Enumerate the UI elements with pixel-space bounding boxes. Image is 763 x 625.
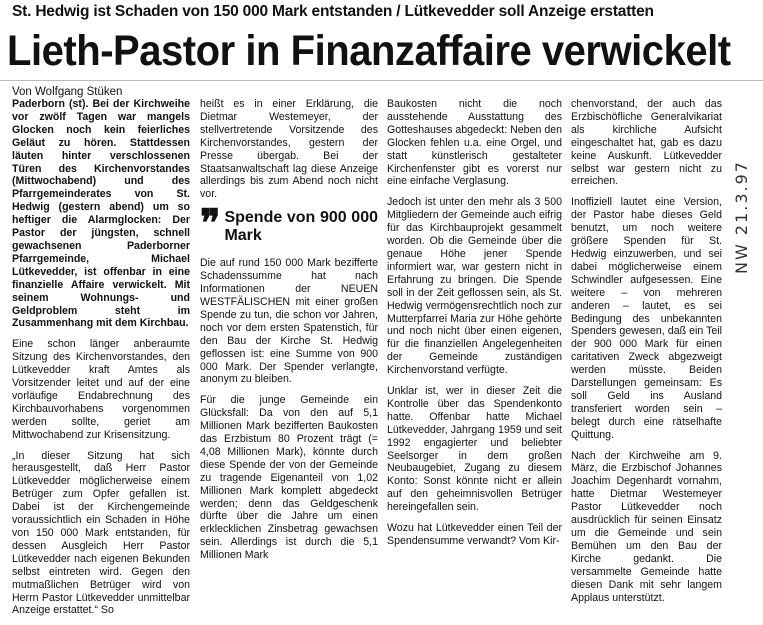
paragraph: Eine schon länger anberaumte Sitzung des Kirchenvorstandes, den Lütkevedder kraft Amtes als Vorsitzender leitet und auf der eine vorläufige Endabrechnung des Kirchbauvorhabens vorgenommen werden sollte, geriet am Mittwochabend zur Krisensitzung.: [12, 338, 190, 441]
paragraph: Für die junge Gemeinde ein Glücksfall: Da von den auf 5,1 Millionen Mark bezifferten Baukosten das Erzbistum 80 Prozent trägt (= 4,08 Millionen Mark), könnte durch diese Spende der von der Gemeinde zu tragende Eigenanteil von 1,02 Millionen Mark komplett abgedeckt werden; denn das Geldgeschenk dürfte über die Jahre um einen erklecklichen Zinsbetrag gewachsen sein. Allerdings ist durch die 5,1 Millionen Mark: [200, 394, 378, 562]
divider: [0, 80, 763, 81]
paragraph: Nach der Kirchweihe am 9. März, die Erzbischof Johannes Joachim Degenhardt vornahm, hatte Dietmar Westemeyer Pastor Lütkevedder noch ausdrücklich für seinen Einsatz um die Gemeinde und sein Bemühen um den Bau der Kirche gedankt. Die versammelte Gemeinde hatte diesen Dank mit sehr langem Applaus unterstützt.: [571, 449, 722, 604]
column-2: [200, 98, 378, 570]
lead-text: Bei der Kirchweihe vor zwölf Tagen war mangels Glocken noch kein feierliches Geläut zu hören. Stattdessen läuten hinter verschlossenen Türen des Kirchenvorstandes (Mittwochabend) und des Pfarrgemeinderates von St. Hedwig (gestern abend) um so heftiger die Alarmglocken: Der Pastor der jüngsten, schnell gewachsenen Paderborner Pfarrgemeinde, Michael Lütkevedder, ist offenbar in eine finanzielle Affaire verwickelt. Mit seinem Wohnungs- und Geldproblem steht im Zusammenhang mit dem Kirchbau.: [12, 98, 191, 330]
subheading: [200, 200, 378, 246]
paragraph: heißt es in einer Erklärung, die Dietmar Westemeyer, der stellvertretende Vorsitzende des Kirchenvorstandes, gestern der Presse übergab. Bei der Staatsanwaltschaft lag diese Anzeige allerdings bis zum Abend noch nicht vor.: [200, 98, 378, 201]
paragraph: Baukosten nicht die noch ausstehende Ausstattung des Gotteshauses abgedeckt: Neben den Glocken fehlen u.a. eine Orgel, und statt künstlerisch gestalteter Kirchenfenster gibt es vorerst nur eine einfache Verglasung.: [387, 98, 562, 188]
dateline: Paderborn (st).: [12, 98, 89, 110]
subheading-text: Spende von 900 000 Mark: [224, 209, 378, 245]
column-4: [571, 98, 722, 612]
handwritten-source-note: NW 21.3.97: [732, 160, 751, 274]
paragraph: Inoffiziell lautet eine Version, der Pastor habe dieses Geld benutzt, um noch weitere größere Spenden für St. Hedwig einzuwerben, und sei dabei möglicherweise einem Schwindler aufgesessen. Eine weitere – von mehreren anderen – lautet, es sei Bedingung des unbekannten Spenders gewesen, daß ein Teil der 900 000 Mark für einen caritativen Zweck abgezweigt werden müsste. Beiden Darstellungen gemeinsam: Es soll Geld ins Ausland transferiert worden sein – belegt durch eine rätselhafte Quittung.: [571, 196, 722, 441]
kicker-line: St. Hedwig ist Schaden von 150 000 Mark entstanden / Lütkevedder soll Anzeige erstatten: [12, 3, 654, 20]
paragraph: „In dieser Sitzung hat sich herausgestellt, daß Herr Pastor Lütkevedder möglicherweise einem Betrüger zum Opfer gefallen ist. Dabei ist der Kirchengemeinde voraussichtlich ein Schaden in Höhe von 150 000 Mark entstanden, für dessen Ausgleich Herr Pastor Lütkevedder nach eigenen Bekunden selbst eintreten wird. Gegen den mutmaßlichen Betrüger wird von Herrn Pastor Lütkevedder unmittelbar Anzeige erstattet.“ So: [12, 449, 190, 617]
paragraph: Die auf rund 150 000 Mark bezifferte Schadenssumme hat nach Informationen der NEUEN WESTFÄLISCHEN mit einer großen Spende zu tun, die schon vor Jahren, noch vor dem ersten Spatenstich, für den Bau der Kirche St. Hedwig geflossen ist: eine Summe von 900 000 Mark. Der Spender verlangte, anonym zu bleiben.: [200, 257, 378, 386]
byline: Von Wolfgang Stüken: [12, 86, 123, 98]
paragraph: Jedoch ist unter den mehr als 3 500 Mitgliedern der Gemeinde auch eifrig für das Kirchbauprojekt gesammelt worden. Ob die Gemeinde über die genaue Höhe jener Spende informiert war, war gestern nicht in Erfahrung zu bringen. Die Spende soll in der Zeit geflossen sein, als St. Hedwig vermögensrechtlich noch zur Mutterpfarrei Maria zur Höhe gehörte und noch nicht über einen eigenen, für die finanziellen Angelegenheiten der Gemeinde zuständigen Kirchenvorstand verfügte.: [387, 196, 562, 377]
paragraph: chenvorstand, der auch das Erzbischöfliche Generalvikariat als kirchliche Aufsicht eingeschaltet hat, gab es dazu keine Auskunft. Lütkevedder selbst war gestern nicht zu erreichen.: [571, 98, 722, 188]
headline: Lieth-Pastor in Finanzaffaire verwickelt: [7, 27, 731, 75]
paragraph: Wozu hat Lütkevedder einen Teil der Spendensumme verwandt? Vom Kir-: [387, 522, 562, 547]
lead-paragraph: [12, 98, 190, 330]
paragraph: Unklar ist, wer in dieser Zeit die Kontrolle über das Spendenkonto hatte. Offenbar hatte Michael Lütkevedder, Jahrgang 1959 und seit 1992 engagierter und beliebter Seelsorger in dem großen Neubaugebiet, Zugang zu diesem Konto: Sonst könnte nicht er allein auf den geheimnisvollen Betrüger hereingefallen sein.: [387, 385, 562, 514]
column-1: [12, 98, 190, 625]
quote-mark-icon: ❞: [200, 200, 221, 246]
column-3: [387, 98, 562, 556]
